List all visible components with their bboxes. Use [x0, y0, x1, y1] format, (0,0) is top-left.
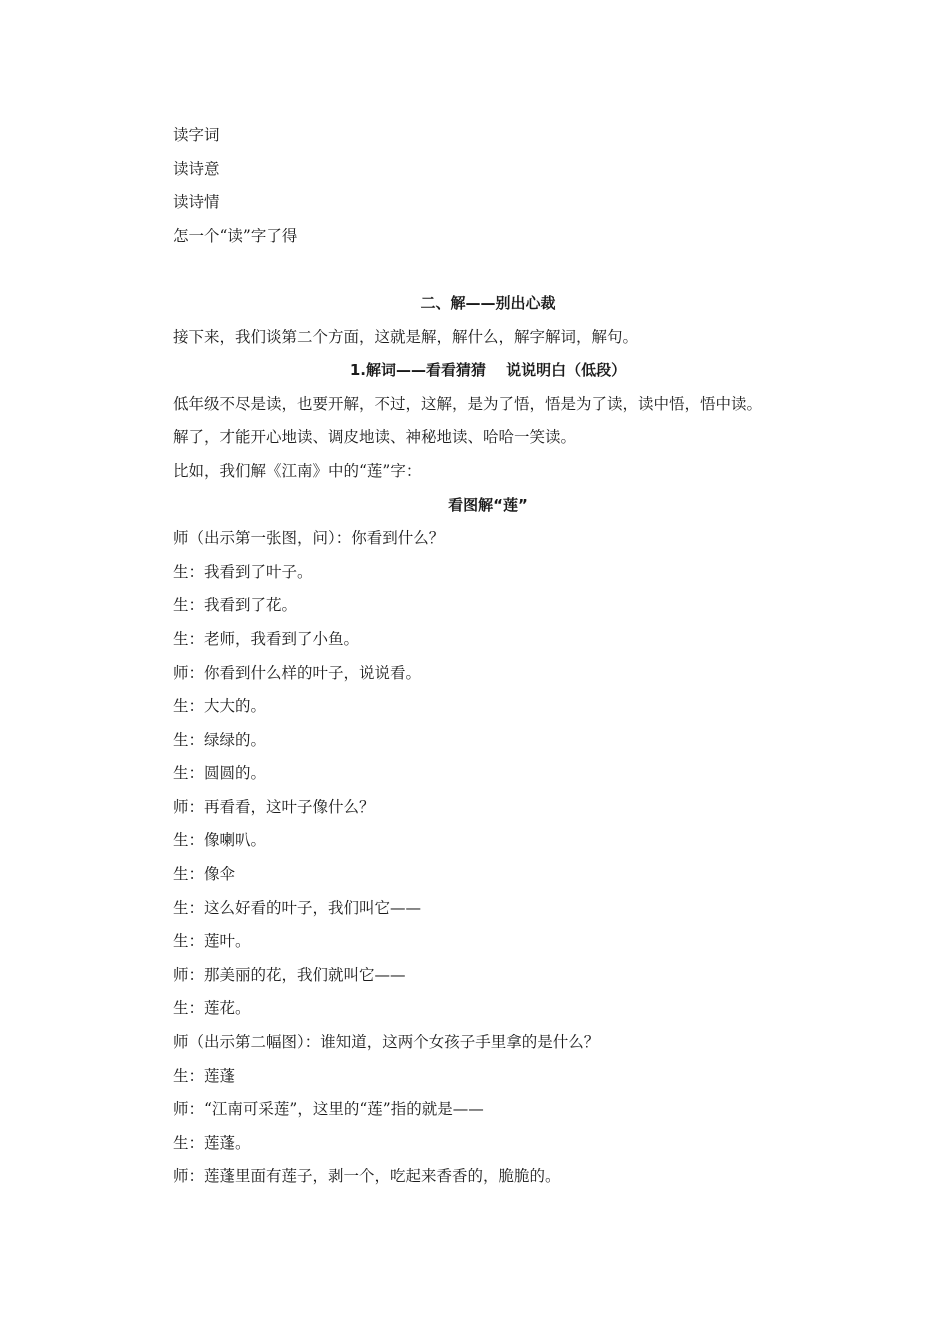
- dialogue-line: 师：那美丽的花，我们就叫它——: [173, 965, 406, 984]
- dialogue-line: 生：像喇叭。: [173, 831, 267, 850]
- dialogue-line: 生：莲蓬: [173, 1066, 236, 1085]
- dialogue-line: 生：老师，我看到了小鱼。: [173, 629, 360, 648]
- subheading: 1.解词——看看猜猜 说说明白（低段）: [349, 361, 627, 380]
- intro-line: 怎一个“读”字了得: [173, 226, 298, 245]
- dialogue-line: 师（出示第一张图，问）：你看到什么？: [173, 529, 445, 548]
- dialogue-line: 师：再看看，这叶子像什么？: [173, 797, 375, 816]
- spacer: [173, 253, 803, 287]
- dialogue-line: 生：圆圆的。: [173, 764, 267, 783]
- intro-line: 读字词: [173, 126, 220, 144]
- intro-line: 读诗情: [173, 193, 220, 212]
- document-page: [173, 119, 803, 1194]
- dialogue-line: 生：我看到了叶子。: [173, 562, 313, 581]
- paragraph: 比如，我们解《江南》中的“莲”字：: [173, 461, 422, 480]
- dialogue-line: 师（出示第二幅图）：谁知道，这两个女孩子手里拿的是什么？: [173, 1033, 600, 1052]
- intro-line: 读诗意: [173, 159, 220, 178]
- section-intro: 接下来，我们谈第二个方面，这就是解，解什么，解字解词，解句。: [173, 327, 639, 346]
- dialogue-line: 生：像伞: [173, 865, 236, 884]
- dialogue-line: 生：莲花。: [173, 999, 251, 1018]
- dialogue-line: 生：绿绿的。: [173, 730, 267, 749]
- dialogue-line: 生：大大的。: [173, 697, 267, 716]
- dialogue-line: 生：这么好看的叶子，我们叫它——: [173, 898, 422, 917]
- dialogue-line: 师：“江南可采莲”，这里的“莲”指的就是——: [173, 1100, 484, 1119]
- dialogue-line: 生：莲蓬。: [173, 1133, 251, 1152]
- paragraph: 低年级不尽是读，也要开解，不过，这解，是为了悟，悟是为了读，读中悟，悟中读。: [173, 394, 763, 413]
- dialogue-line: 师：你看到什么样的叶子，说说看。: [173, 663, 422, 682]
- section-heading: 二、解——别出心裁: [420, 293, 556, 312]
- example-title: 看图解“莲”: [448, 495, 528, 514]
- dialogue-line: 师：莲蓬里面有莲子，剥一个，吃起来香香的，脆脆的。: [173, 1167, 561, 1186]
- paragraph: 解了，才能开心地读、调皮地读、神秘地读、哈哈一笑读。: [173, 428, 577, 447]
- dialogue-line: 生：我看到了花。: [173, 596, 298, 615]
- dialogue-line: 生：莲叶。: [173, 932, 251, 951]
